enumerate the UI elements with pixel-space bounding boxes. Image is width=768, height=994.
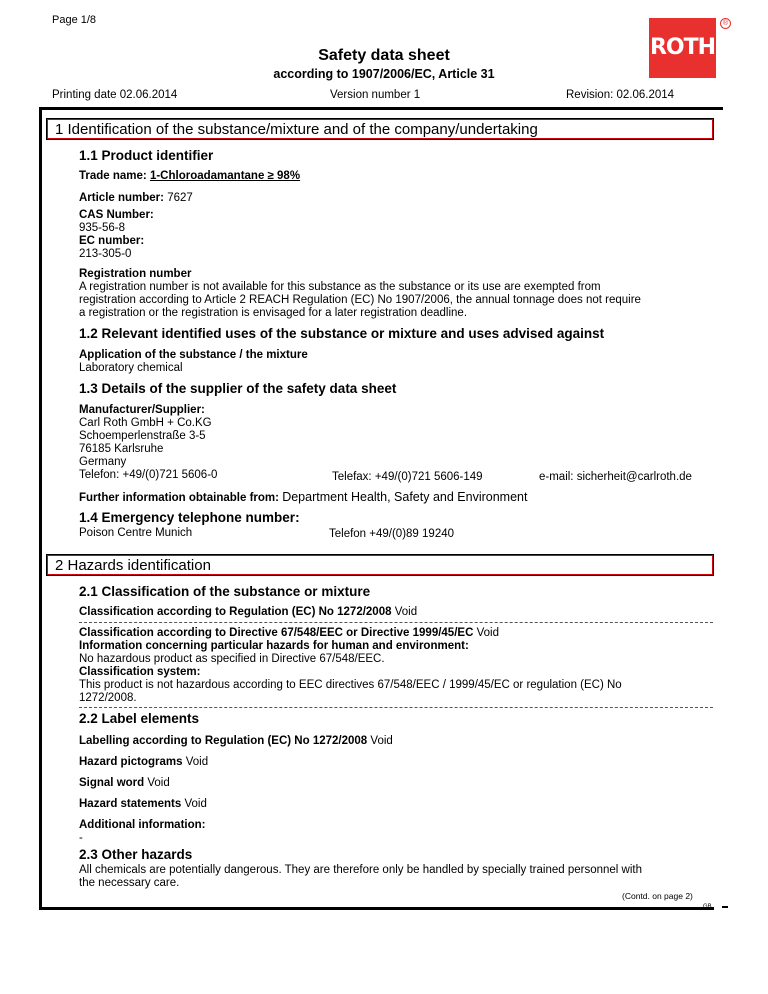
continued-note: (Contd. on page 2) [622,891,693,901]
signal-word [79,777,170,790]
article-number [79,192,193,205]
page-number: Page 1/8 [52,14,97,26]
manufacturer-line-3: 76185 Karlsruhe [79,443,164,455]
hazard-info-value: No hazardous product as specified in Directive 67/548/EEC. [79,653,385,665]
section-2-header [46,554,714,576]
labelling-regulation-value: Void [370,735,393,747]
trade-name-label: Trade name: [79,170,147,182]
article-number-value: 7627 [167,192,193,204]
additional-info-value: - [79,832,83,844]
classification-system-label: Classification system: [79,666,201,678]
printing-date: Printing date 02.06.2014 [52,89,178,101]
classification-system-line-2: 1272/2008. [79,692,137,704]
heading-2-3: 2.3 Other hazards [79,847,193,862]
manufacturer-line-4: Germany [79,456,127,468]
further-information-label: Further information obtainable from: [79,492,279,504]
ec-label: EC number: [79,235,145,247]
hazard-statements-value: Void [184,798,207,810]
hazard-statements-label: Hazard statements [79,798,182,810]
heading-1-2: 1.2 Relevant identified uses of the substance or mixture and uses advised against [79,326,605,341]
document-title: Safety data sheet [318,47,450,64]
cas-value: 935-56-8 [79,222,126,234]
classification-regulation-label: Classification according to Regulation (EC) No 1272/2008 [79,606,392,618]
logo-text: ROTH [649,35,716,60]
registration-line-2: registration according to Article 2 REACH Regulation (EC) No 1907/2006, the annual tonnage does not require [79,294,641,306]
hazard-pictograms-value: Void [185,756,209,768]
section-1-title: 1 Identification of the substance/mixture and of the company/undertaking [55,121,538,138]
dashed-divider [79,622,713,623]
country-code: GB [703,904,712,910]
signal-word-value: Void [147,777,170,789]
poison-centre-telephone: Telefon +49/(0)89 19240 [329,528,455,540]
roth-logo [649,18,716,78]
heading-2-1: 2.1 Classification of the substance or mixture [79,584,371,599]
manufacturer-label: Manufacturer/Supplier: [79,404,205,416]
ec-value: 213-305-0 [79,248,132,260]
additional-info-label: Additional information: [79,819,206,831]
manufacturer-line-1: Carl Roth GmbH + Co.KG [79,417,212,429]
cas-label: CAS Number: [79,209,154,221]
section-1-header [46,118,714,140]
registration-line-3: a registration or the registration is envisaged for a later registration deadline. [79,307,468,319]
signal-word-label: Signal word [79,777,145,789]
version-number: Version number 1 [330,89,421,101]
heading-1-1: 1.1 Product identifier [79,148,214,163]
application-value: Laboratory chemical [79,362,183,374]
article-number-label: Article number: [79,192,164,204]
revision-date: Revision: 02.06.2014 [566,89,675,101]
further-information-value: Department Health, Safety and Environment [282,490,528,504]
heading-1-4: 1.4 Emergency telephone number: [79,510,300,525]
classification-system-line-1: This product is not hazardous according to EEC directives 67/548/EEC / 1999/45/EC or regulation (EC) No [79,679,622,691]
telefon: Telefon: +49/(0)721 5606-0 [79,469,218,481]
hazard-info-label: Information concerning particular hazards for human and environment: [79,640,469,652]
frame-tail [722,906,728,908]
frame-top-border [39,107,723,110]
hazard-pictograms-label: Hazard pictograms [79,756,183,768]
telefax: Telefax: +49/(0)721 5606-149 [332,471,483,483]
frame-bottom-border [39,907,714,910]
hazard-statements [79,798,207,811]
other-hazards-line-2: the necessary care. [79,877,180,889]
trade-name [79,170,300,183]
hazard-pictograms [79,756,208,769]
document-subtitle: according to 1907/2006/EC, Article 31 [273,67,495,81]
classification-regulation-value: Void [394,606,418,618]
registration-label: Registration number [79,268,192,280]
labelling-regulation [79,735,393,748]
further-information [79,491,527,505]
manufacturer-line-2: Schoemperlenstraße 3-5 [79,430,206,442]
classification-regulation [79,606,417,619]
registered-mark-icon: ® [720,18,731,29]
dashed-divider [79,707,713,708]
classification-directive [79,627,499,640]
poison-centre: Poison Centre Munich [79,527,193,539]
classification-directive-label: Classification according to Directive 67/548/EEC or Directive 1999/45/EC [79,627,474,639]
classification-directive-value: Void [476,627,499,639]
heading-2-2: 2.2 Label elements [79,711,200,726]
registration-line-1: A registration number is not available for this substance as the substance or its use are exempted from [79,281,601,293]
application-label: Application of the substance / the mixture [79,349,308,361]
labelling-regulation-label: Labelling according to Regulation (EC) No 1272/2008 [79,735,368,747]
email-link[interactable]: e-mail: sicherheit@carlroth.de [539,471,692,483]
section-2-title: 2 Hazards identification [55,557,211,574]
heading-1-3: 1.3 Details of the supplier of the safety data sheet [79,381,397,396]
frame-left-border [39,107,42,910]
trade-name-value: 1-Chloroadamantane ≥ 98% [149,170,301,182]
other-hazards-line-1: All chemicals are potentially dangerous. They are therefore only be handled by specially trained personnel with [79,864,642,876]
